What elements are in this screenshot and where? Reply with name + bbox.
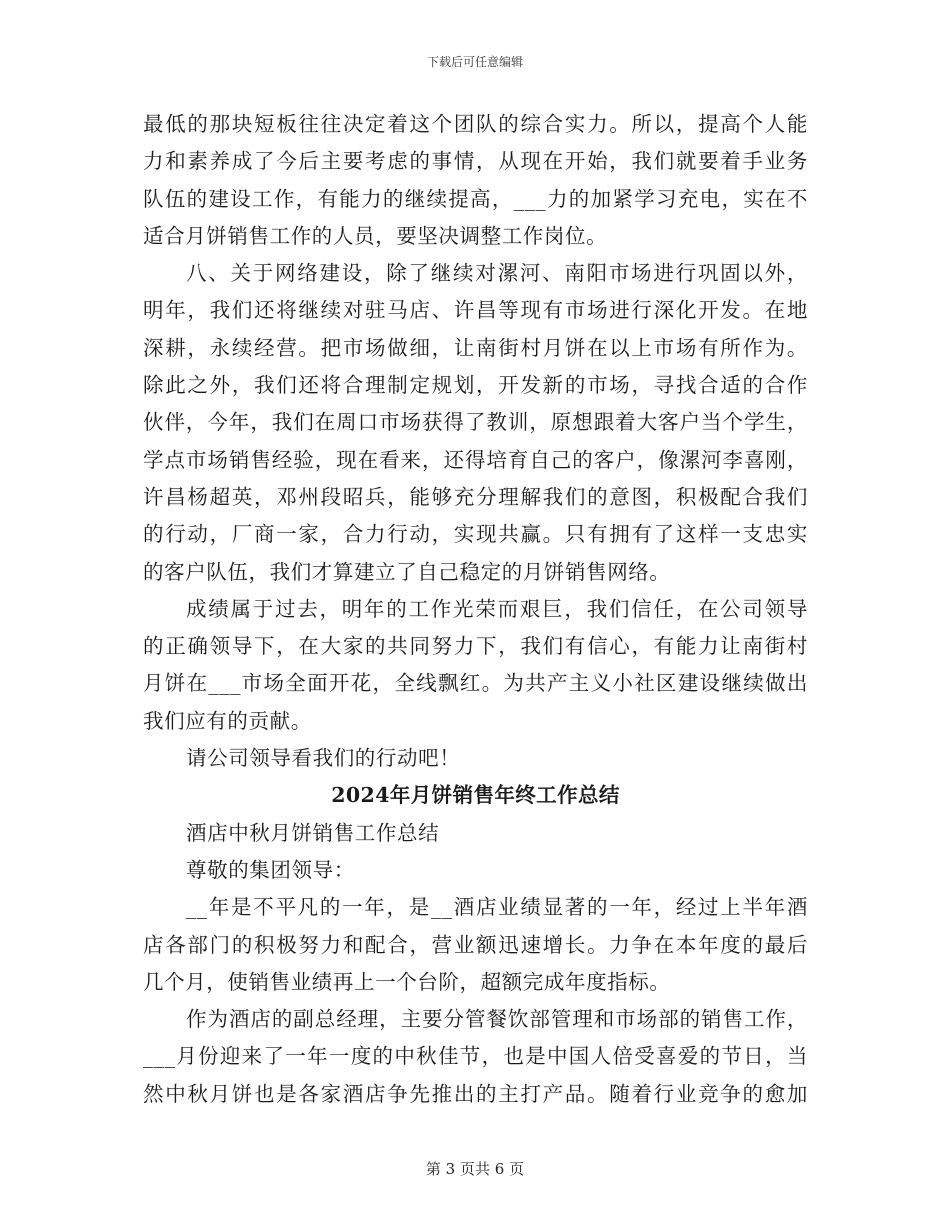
paragraph-line: 伙伴，今年，我们在周口市场获得了教训，原想跟着大客户当个学生， [143,410,808,435]
paragraph-line: 队伍的建设工作，有能力的继续提高，___力的加紧学习充电，实在不 [143,186,808,211]
paragraph-line: 成绩属于过去，明年的工作光荣而艰巨，我们信任，在公司领导 [186,596,808,621]
page-header: 下载后可任意编辑 [426,55,523,69]
paragraph-line: 适合月饼销售工作的人员，要坚决调整工作岗位。 [143,223,608,248]
paragraph-line: 月饼在___市场全面开花，全线飘红。为共产主义小社区建设继续做出 [143,671,808,696]
paragraph-line: ___月份迎来了一年一度的中秋佳节，也是中国人倍受喜爱的节日，当 [143,1044,808,1069]
paragraph-line: 明年，我们还将继续对驻马店、许昌等现有市场进行深化开发。在地 [143,298,808,323]
paragraph-line: 店各部门的积极努力和配合，营业额迅速增长。力争在本年度的最后 [143,932,808,957]
paragraph-line: 八、关于网络建设，除了继续对漯河、南阳市场进行巩固以外， [186,261,808,286]
paragraph-line: 的客户队伍，我们才算建立了自己稳定的月饼销售网络。 [143,559,671,584]
salutation-line: 尊敬的集团领导： [186,857,355,882]
paragraph-line: 深耕，永续经营。把市场做细，让南街村月饼在以上市场有所作为。 [143,335,808,360]
paragraph-line: 请公司领导看我们的行动吧！ [186,746,461,771]
paragraph-line: 许昌杨超英，邓州段昭兵，能够充分理解我们的意图，积极配合我们 [143,484,808,509]
paragraph-line: 学点市场销售经验，现在看来，还得培育自己的客户，像漯河李喜刚， [143,447,808,472]
paragraph-line: 除此之外，我们还将合理制定规划，开发新的市场，寻找合适的合作 [143,373,808,398]
document-body [143,106,808,1113]
page-footer: 第 3 页共 6 页 [425,1160,525,1178]
section-title: 2024年月饼销售年终工作总结 [331,783,620,808]
paragraph-line: __年是不平凡的一年，是__酒店业绩显著的一年，经过上半年酒 [186,895,808,920]
paragraph-line: 几个月，使销售业绩再上一个台阶，超额完成年度指标。 [143,969,671,994]
paragraph-line: 我们应有的贡献。 [143,708,312,733]
paragraph-line: 的正确领导下，在大家的共同努力下，我们有信心，有能力让南街村 [143,634,808,659]
paragraph-line: 的行动，厂商一家，合力行动，实现共赢。只有拥有了这样一支忠实 [143,522,808,547]
paragraph-line: 最低的那块短板往往决定着这个团队的综合实力。所以，提高个人能 [143,112,808,136]
paragraph-line: 作为酒店的副总经理，主要分管餐饮部管理和市场部的销售工作， [186,1007,808,1032]
paragraph-line: 力和素养成了今后主要考虑的事情，从现在开始，我们就要着手业务 [143,149,808,174]
paragraph-line: 然中秋月饼也是各家酒店争先推出的主打产品。随着行业竞争的愈加 [143,1081,808,1106]
subtitle-line: 酒店中秋月饼销售工作总结 [186,820,440,845]
